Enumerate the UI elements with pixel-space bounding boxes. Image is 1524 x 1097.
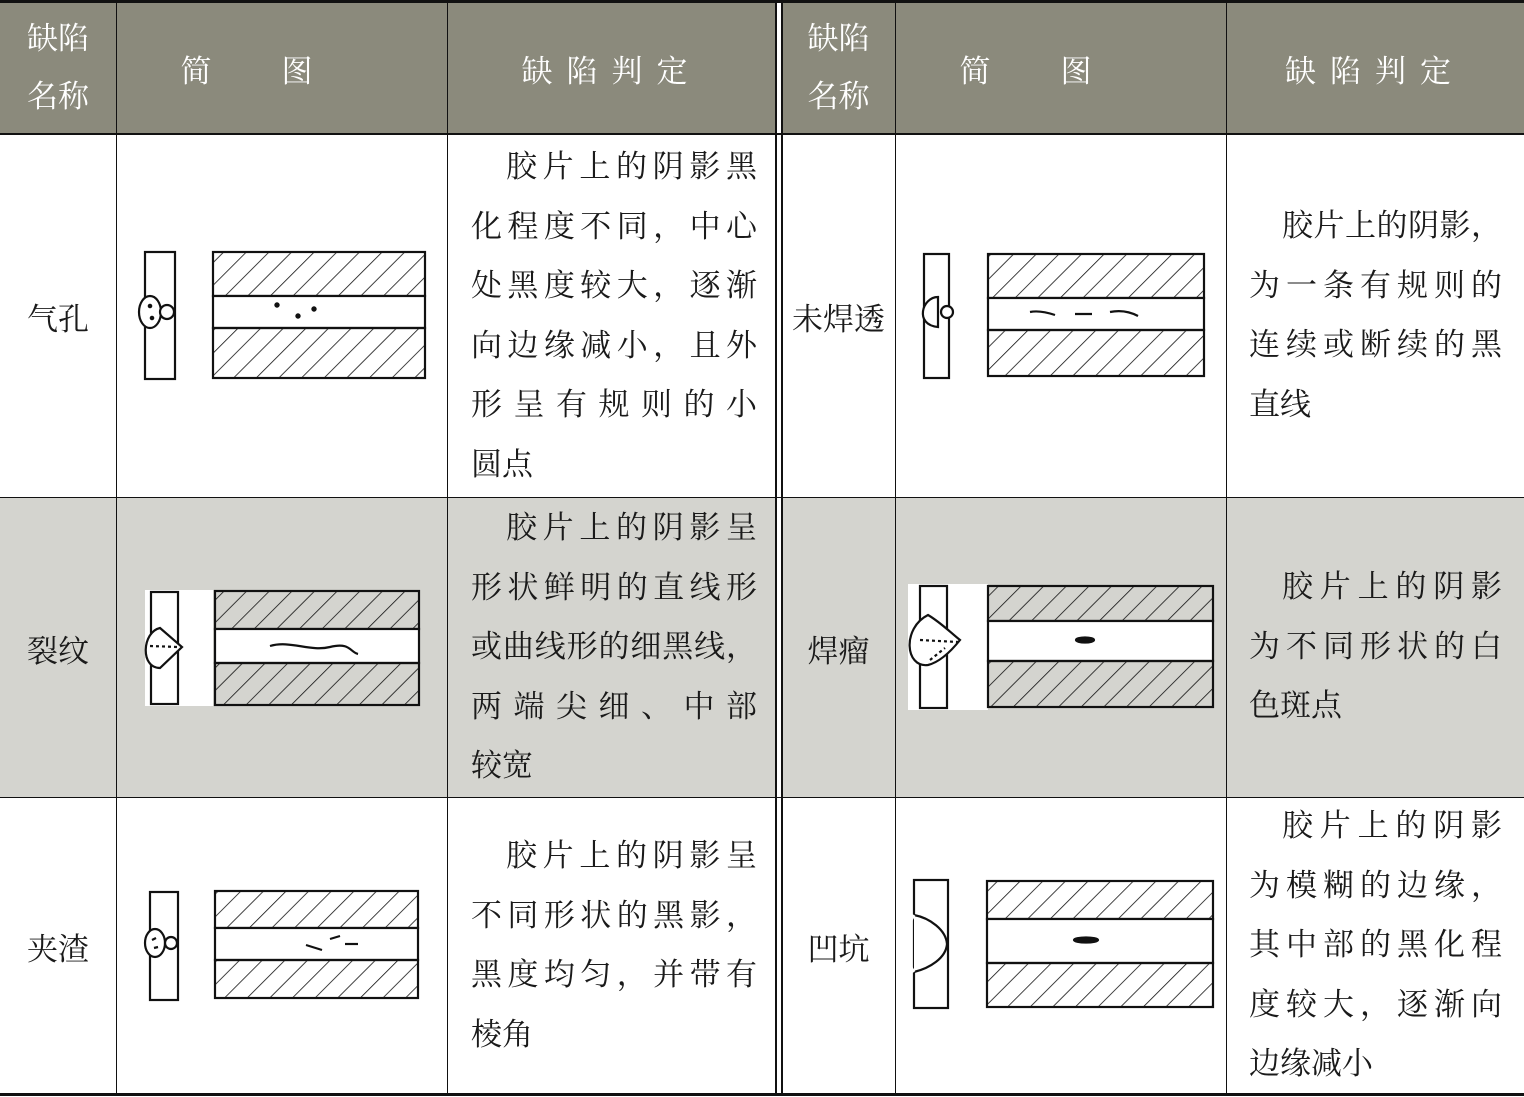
judgement-line: 化程度不同，中心	[471, 208, 757, 245]
defect-name-label: 裂纹	[27, 633, 89, 670]
weld-overlap-diagram-icon	[908, 584, 1213, 710]
judgement-line: 处黑度较大，逐渐	[471, 268, 757, 304]
header-name-line1: 缺陷	[807, 21, 870, 57]
judgement-line: 向边缘减小，且外	[471, 327, 757, 364]
col-rule	[1226, 2, 1227, 1094]
header-name-line1: 缺陷	[27, 21, 89, 57]
judgement-line: 为不同形状的白	[1249, 628, 1502, 665]
judgement-line: 色斑点	[1249, 688, 1342, 724]
judgement-line: 边缘减小	[1249, 1046, 1373, 1082]
defect-name-label: 未焊透	[792, 301, 885, 338]
header-diagram-label: 简图	[959, 53, 1162, 90]
row-rule-2	[0, 797, 1524, 798]
header-name-line2: 名称	[807, 79, 870, 115]
defect-name-label: 气孔	[27, 301, 89, 338]
judgement-line: 胶片上的阴影黑	[506, 149, 757, 185]
judgement-line: 形状鲜明的直线形	[471, 569, 757, 606]
judgement-line: 直线	[1249, 386, 1311, 423]
top-rule	[0, 0, 1524, 3]
porosity-diagram-icon	[139, 252, 425, 379]
defect-name-label: 凹坑	[807, 931, 870, 968]
judgement-line: 两端尖细、中部	[471, 688, 757, 725]
judgement-line: 为模糊的边缘，	[1249, 867, 1502, 904]
judgement-line: 不同形状的黑影，	[471, 897, 757, 934]
col-rule	[781, 2, 783, 1094]
header-judgement-label: 缺陷判定	[521, 53, 702, 90]
col-rule	[447, 2, 448, 1094]
header-judgement-label: 缺陷判定	[1285, 53, 1465, 90]
header-diagram-label: 简图	[180, 53, 383, 90]
defect-name-label: 夹渣	[27, 931, 89, 968]
crack-diagram-icon	[145, 590, 419, 706]
judgement-line: 其中部的黑化程	[1249, 927, 1502, 963]
judgement-line: 为一条有规则的	[1249, 267, 1502, 304]
judgement-line: 度较大，逐渐向	[1249, 986, 1502, 1023]
col-rule	[775, 2, 777, 1094]
pit-diagram-icon	[905, 880, 1213, 1008]
judgement-line: 连续或断续的黑	[1249, 327, 1502, 363]
judgement-line: 胶片上的阴影呈	[506, 510, 757, 546]
bottom-rule	[0, 1093, 1524, 1096]
header-name-line2: 名称	[27, 79, 89, 115]
judgement-line: 黑度均匀，并带有	[471, 957, 757, 993]
defect-name-label: 焊瘤	[807, 633, 870, 670]
judgement-line: 形呈有规则的小	[471, 387, 757, 423]
col-rule	[895, 2, 896, 1094]
judgement-line: 胶片上的阴影，	[1282, 208, 1502, 244]
header-rule	[0, 133, 1524, 135]
col-rule	[116, 2, 117, 1094]
judgement-line: 棱角	[471, 1016, 533, 1053]
judgement-line: 或曲线形的细黑线，	[471, 629, 757, 665]
judgement-line: 胶片上的阴影	[1282, 569, 1502, 605]
judgement-line: 圆点	[471, 446, 533, 483]
slag-inclusion-diagram-icon	[145, 891, 418, 1000]
row-rule-1	[0, 497, 1524, 498]
judgement-line: 较宽	[471, 748, 533, 784]
incomplete-penetration-diagram-icon	[923, 254, 1204, 378]
judgement-line: 胶片上的阴影呈	[506, 838, 757, 874]
judgement-line: 胶片上的阴影	[1282, 808, 1502, 844]
